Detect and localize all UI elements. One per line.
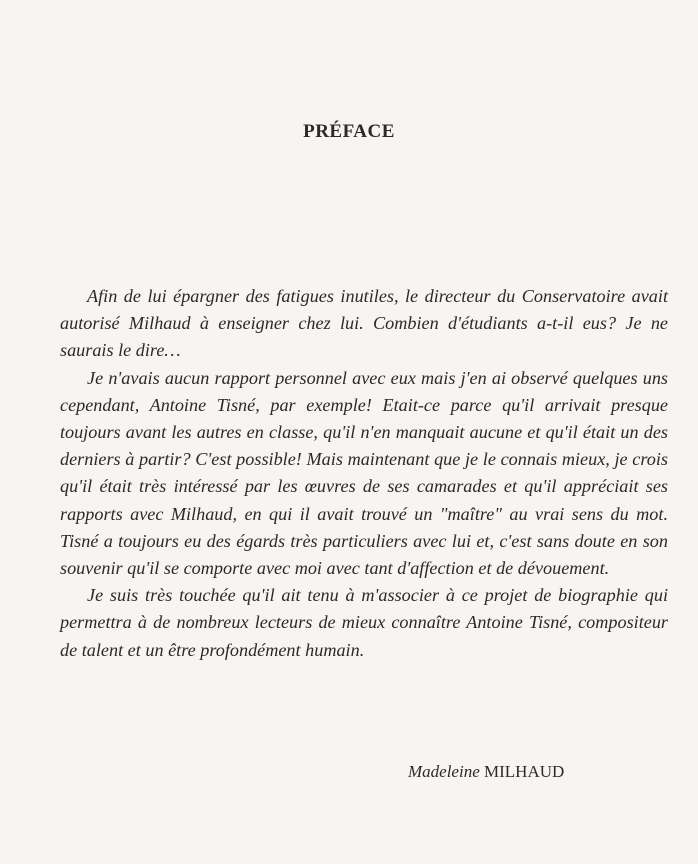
page-title: PRÉFACE (303, 121, 395, 142)
paragraph-3: Je suis très touchée qu'il ait tenu à m'associer à ce projet de biographie qui permettra à de nombreux lecteurs de mieux connaître Antoine Tisné, compositeur de talent et un être profondément humain. (60, 585, 668, 660)
signature (408, 762, 668, 782)
paragraph-1: Afin de lui épargner des fatigues inutiles, le directeur du Conservatoire avait autorisé Milhaud à enseigner chez lui. Combien d'étudiants a-t-il eus? Je ne saurais le dire… (60, 286, 668, 361)
signature-first-name: Madeleine (408, 762, 480, 781)
paragraph-2: Je n'avais aucun rapport personnel avec eux mais j'en ai observé quelques uns cependant, Antoine Tisné, par exemple! Etait-ce parce qu'il arrivait presque toujours avant les autres en classe, qu'il n'en manquait aucune et qu'il était un des derniers à partir? C'est possible! Mais maintenant que je le connais mieux, je crois qu'il était très intéressé par les œuvres de ses camarades et qu'il appréciait ses rapports avec Milhaud, en qui il avait trouvé un "maître" au vrai sens du mot. Tisné a toujours eu des égards très particuliers avec lui et, c'est sans doute en son souvenir qu'il se comporte avec moi avec tant d'affection et de dévouement. (60, 367, 668, 579)
signature-surname: MILHAUD (484, 762, 565, 781)
preface-body (60, 283, 668, 664)
